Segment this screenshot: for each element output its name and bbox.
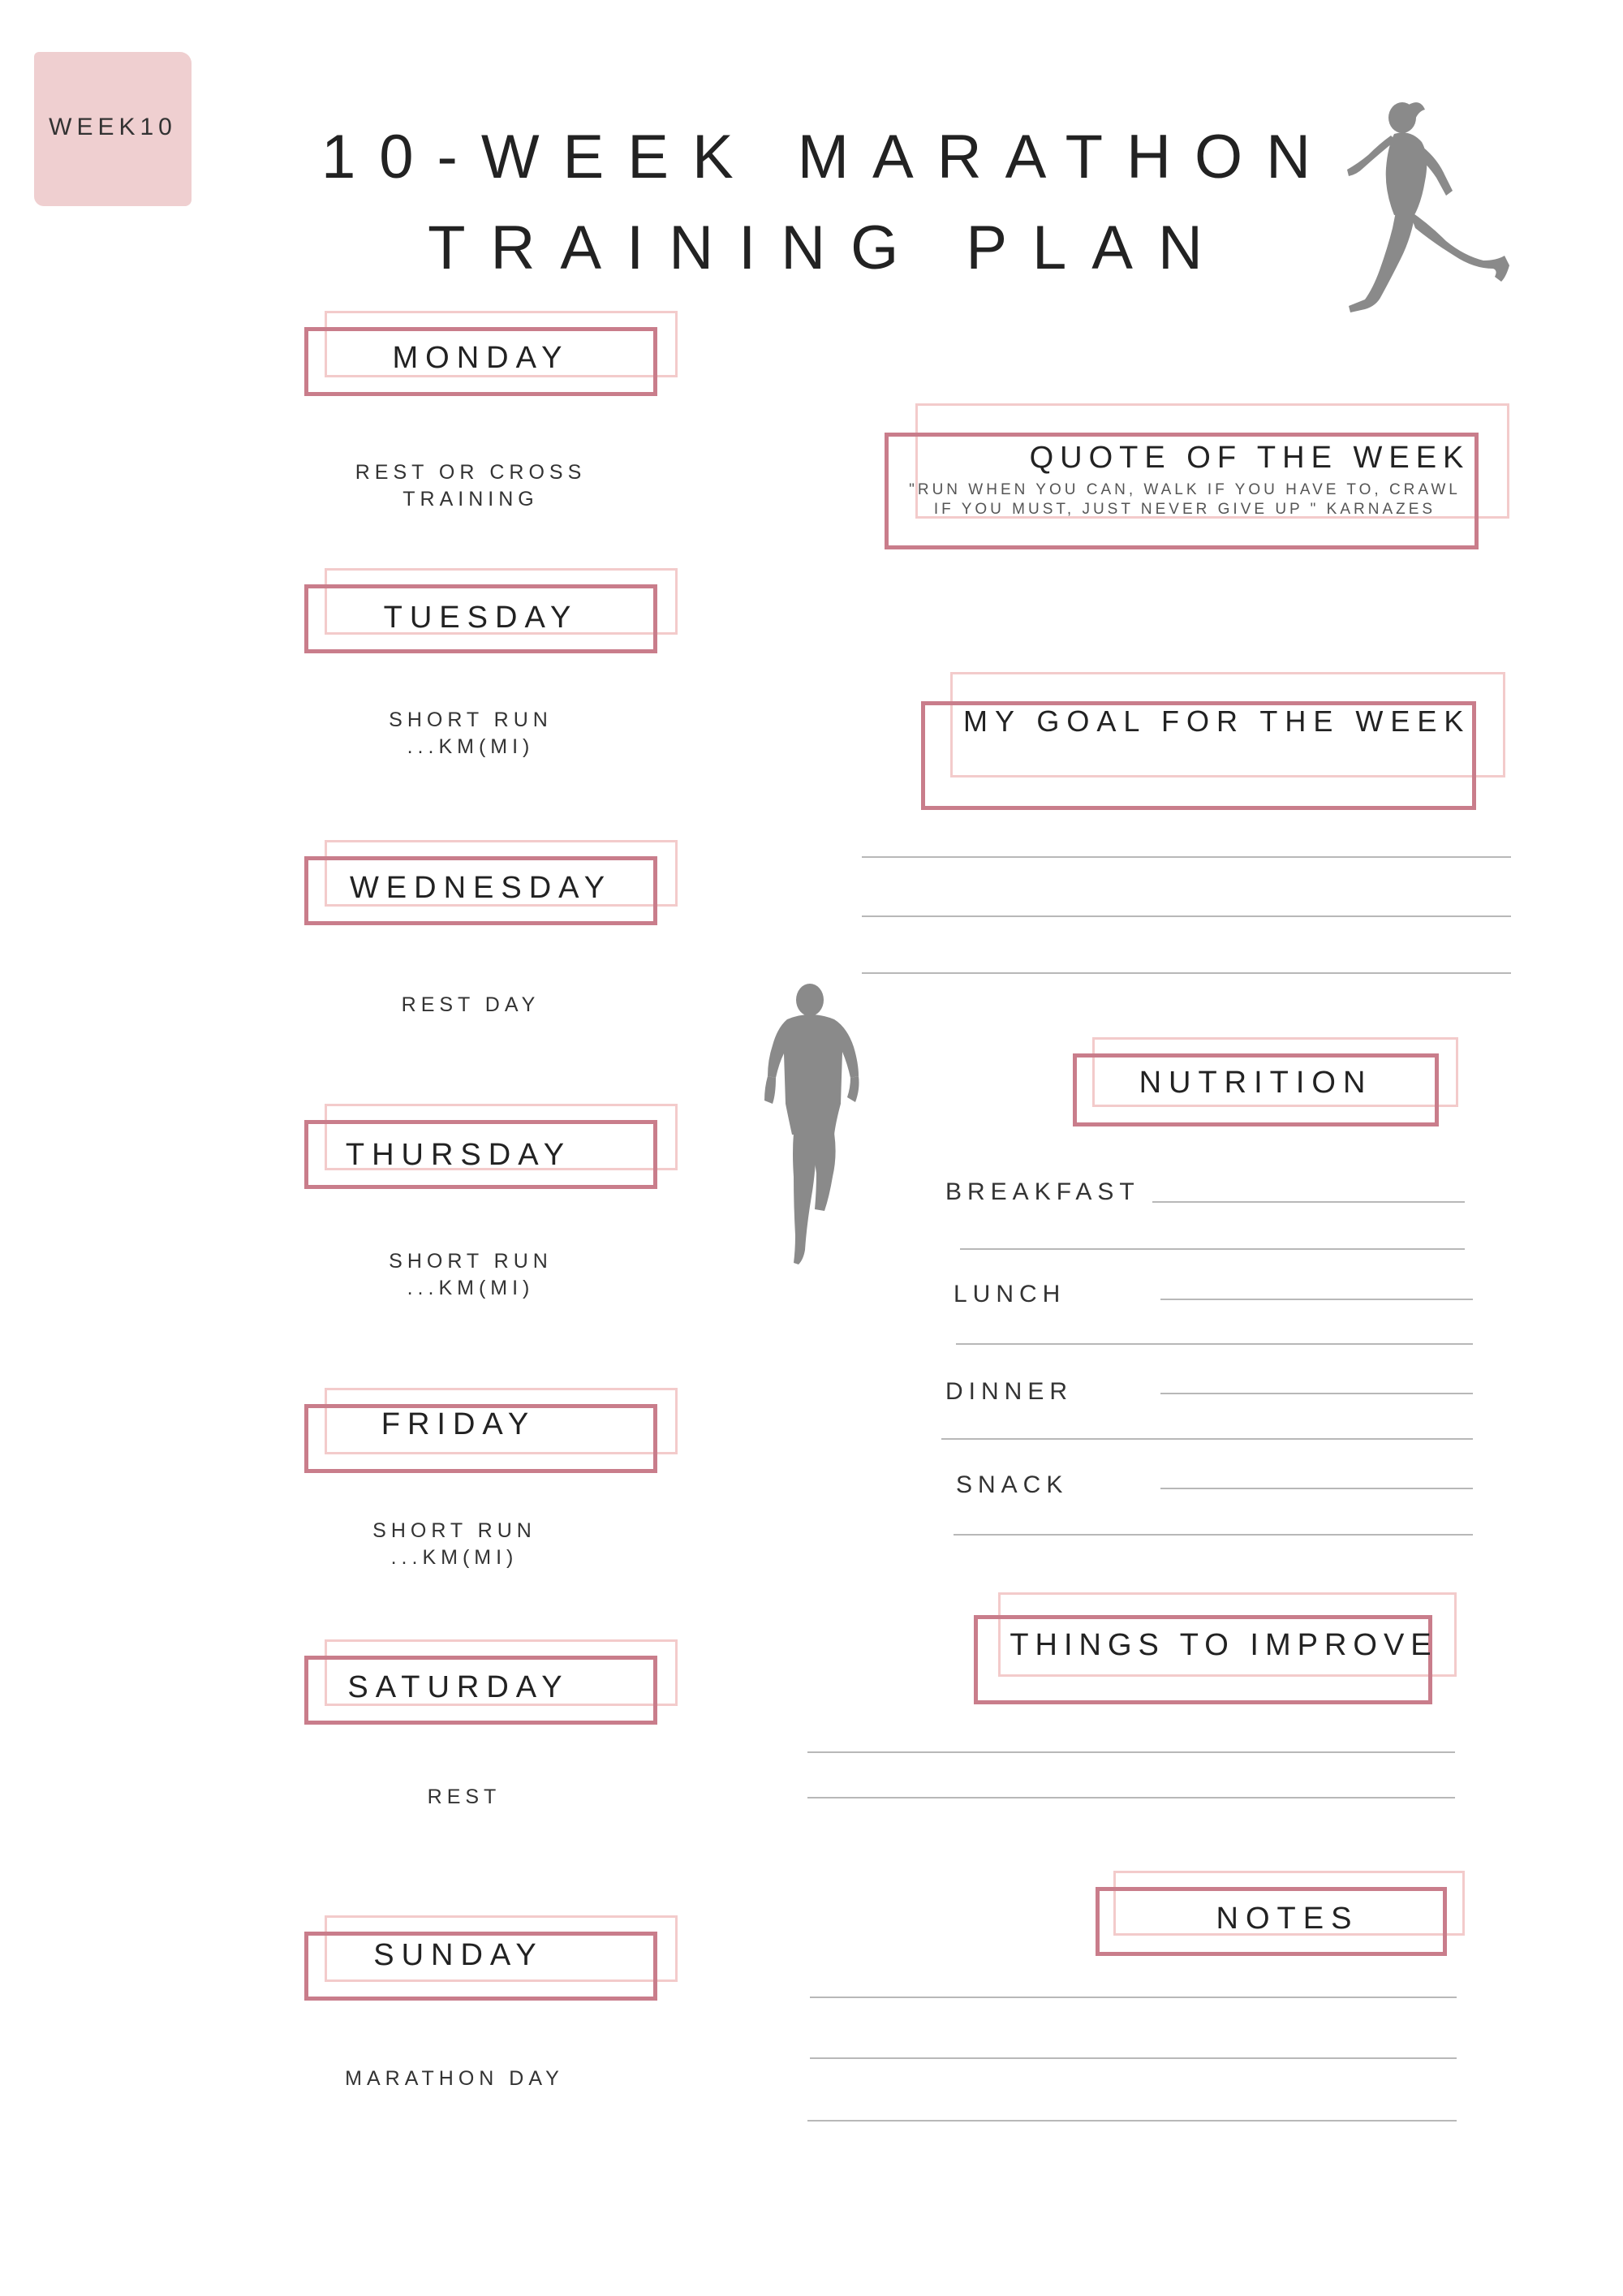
day-saturday-heading [304,1639,678,1725]
page-title-line1: 10-WEEK MARATHON [321,123,1334,192]
quote-title: QUOTE OF THE WEEK [1029,441,1470,475]
male-runner-icon [763,982,872,1266]
day-plan-line1: SHORT RUN [389,709,553,731]
day-tuesday-heading [304,568,678,653]
day-plan-line2: ...KM(MI) [390,1546,519,1569]
meal-line [1160,1488,1473,1489]
meal-line [1152,1201,1465,1203]
female-runner-icon [1331,93,1518,321]
meal-line [954,1534,1473,1536]
day-plan [308,459,633,513]
day-plan [292,1518,617,1571]
day-plan [292,2066,617,2092]
meal-line [960,1248,1465,1250]
day-plan-line1: REST OR CROSS [355,461,587,484]
meal-line [1160,1393,1473,1394]
goal-line [862,915,1511,917]
day-plan-line2: TRAINING [403,488,539,510]
day-wednesday-heading [304,840,678,925]
quote-heading [885,403,1509,549]
notes-heading [1096,1871,1465,1956]
notes-line [807,2120,1457,2122]
nutrition-heading [1073,1037,1458,1126]
day-name: TUESDAY [383,601,579,635]
day-name: SUNDAY [373,1938,544,1972]
day-monday-heading [304,311,678,396]
meal-label-snack: SNACK [956,1471,1069,1498]
day-thursday-heading [304,1104,678,1189]
notes-line [810,2057,1457,2059]
meal-line [1160,1299,1473,1300]
meal-line [956,1343,1473,1345]
goal-line [862,856,1511,858]
day-sunday-heading [304,1915,678,2001]
day-name: SATURDAY [347,1670,570,1704]
day-plan [308,1248,633,1302]
improve-line [807,1751,1455,1753]
day-plan [302,1784,626,1811]
quote-line2: IF YOU MUST, JUST NEVER GIVE UP " KARNAZES [933,501,1436,518]
improve-heading [974,1592,1457,1704]
page-title-line2: TRAINING PLAN [428,213,1228,282]
quote-line1: "RUN WHEN YOU CAN, WALK IF YOU HAVE TO, CRAWL [909,481,1461,498]
day-plan-line1: MARATHON DAY [345,2067,564,2090]
quote-text [893,480,1477,519]
meal-label-dinner: DINNER [945,1378,1074,1405]
day-friday-heading [304,1388,678,1473]
improve-line [807,1797,1455,1798]
day-plan [308,992,633,1019]
meal-label-lunch: LUNCH [954,1281,1066,1307]
improve-title: THINGS TO IMPROVE [1010,1628,1438,1662]
goal-heading [921,672,1505,810]
nutrition-title: NUTRITION [1139,1066,1373,1100]
goal-line [862,972,1511,974]
day-plan-line1: SHORT RUN [389,1250,553,1273]
notes-title: NOTES [1216,1902,1359,1936]
meal-label-breakfast: BREAKFAST [945,1178,1140,1205]
day-plan-line2: ...KM(MI) [407,735,535,758]
day-name: THURSDAY [345,1138,572,1172]
day-plan [308,707,633,760]
day-plan-line2: ...KM(MI) [407,1277,535,1299]
day-plan-line1: REST DAY [401,993,540,1016]
day-plan-line1: SHORT RUN [372,1519,536,1542]
day-plan-line1: REST [427,1786,502,1808]
notes-line [810,1997,1457,1998]
goal-title: MY GOAL FOR THE WEEK [963,704,1471,738]
day-name: WEDNESDAY [349,871,613,905]
day-name: FRIDAY [381,1407,536,1441]
meal-line [941,1438,1473,1440]
week-badge: WEEK10 [49,114,177,140]
day-name: MONDAY [392,341,570,375]
